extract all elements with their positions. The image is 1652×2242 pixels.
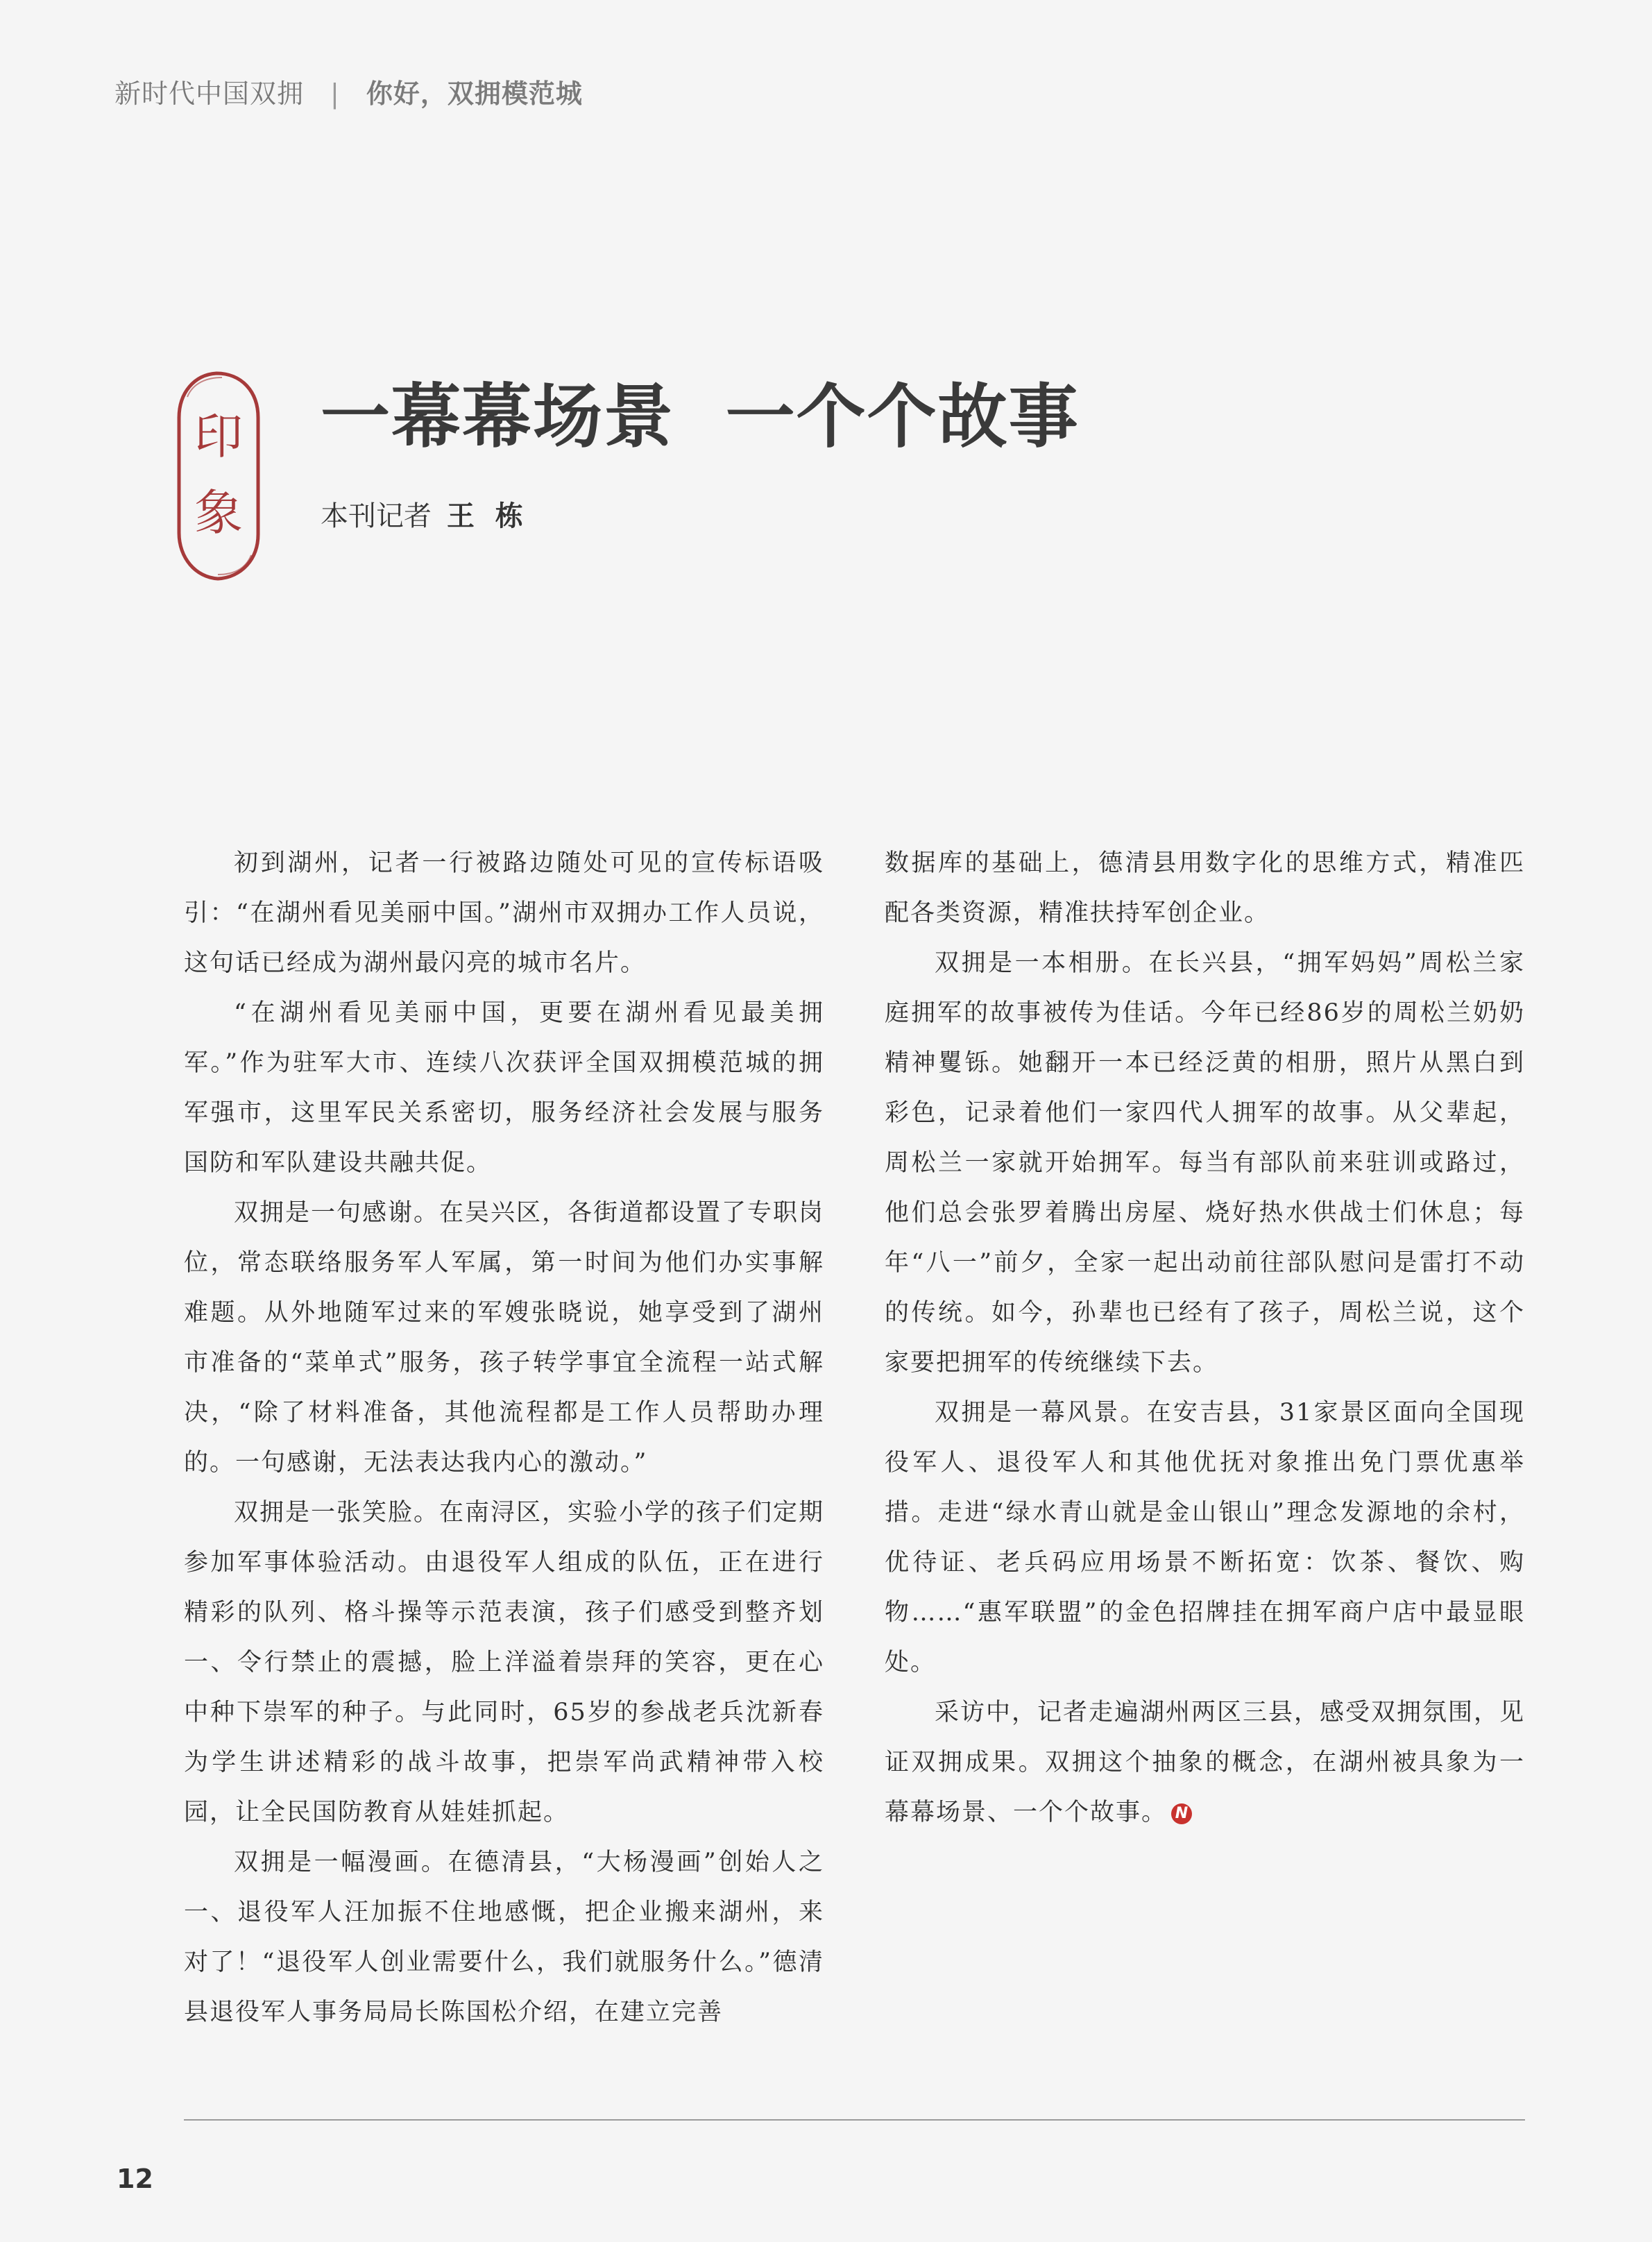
byline-label: 本刊记者 (321, 500, 432, 532)
byline-name: 王 栋 (447, 500, 529, 532)
paragraph: 双拥是一句感谢。在吴兴区，各街道都设置了专职岗位，常态联络服务军人军属，第一时间为他们办实事解难题。从外地随军过来的军嫂张晓说，她享受到了湖州市准备的“菜单式”服务，孩子转学事宜全流程一站式解决，“除了材料准备，其他流程都是工作人员帮助办理的。一句感谢，无法表达我内心的激动。” (184, 1199, 825, 1477)
paragraph: 双拥是一张笑脸。在南浔区，实验小学的孩子们定期参加军事体验活动。由退役军人组成的队伍，正在进行精彩的队列、格斗操等示范表演，孩子们感受到整齐划一、令行禁止的震撼，脸上洋溢着崇拜的笑容，更在心中种下崇军的种子。与此同时，65岁的参战老兵沈新春为学生讲述精彩的战斗故事，把崇军尚武精神带入校园，让全民国防教育从娃娃抓起。 (184, 1499, 825, 1826)
seal-border-icon (173, 369, 264, 583)
paragraph: 双拥是一幅漫画。在德清县，“大杨漫画”创始人之一、退役军人汪加振不住地感慨，把企业搬来湖州，来对了！“退役军人创业需要什么，我们就服务什么。”德清县退役军人事务局局长陈国松介绍，在建立完善 (184, 1849, 824, 2026)
paragraph-continued: 数据库的基础上，德清县用数字化的思维方式，精准匹配各类资源，精准扶持军创企业。 (885, 849, 1525, 927)
header-section: 新时代中国双拥 (114, 78, 305, 109)
paragraph: 双拥是一幕风景。在安吉县，31家景区面向全国现役军人、退役军人和其他优抚对象推出免门票优惠举措。走进“绿水青山就是金山银山”理念发源地的余村，优待证、老兵码应用场景不断拓宽：饮茶、餐饮、购物……“惠军联盟”的金色招牌挂在拥军商户店中最显眼处。 (885, 1399, 1525, 1676)
impression-seal (173, 369, 264, 583)
paragraph: 双拥是一本相册。在长兴县，“拥军妈妈”周松兰家庭拥军的故事被传为佳话。今年已经86岁的周松兰奶奶精神矍铄。她翻开一本已经泛黄的相册，照片从黑白到彩色，记录着他们一家四代人拥军的故事。从父辈起，周松兰一家就开始拥军。每当有部队前来驻训或路过，他们总会张罗着腾出房屋、烧好热水供战士们休息；每年“八一”前夕，全家一起出动前往部队慰问是雷打不动的传统。如今，孙辈也已经有了孩子，周松兰说，这个家要把拥军的传统继续下去。 (885, 949, 1525, 1377)
closing-text: 采访中，记者走遍湖州两区三县，感受双拥氛围，见证双拥成果。双拥这个抽象的概念，在湖州被具象为一幕幕场景、一个个故事。 (885, 1699, 1526, 1826)
header-separator: | (330, 78, 340, 109)
paragraph: 初到湖州，记者一行被路边随处可见的宣传标语吸引：“在湖州看见美丽中国。”湖州市双拥办工作人员说，这句话已经成为湖州最闪亮的城市名片。 (184, 849, 824, 977)
header-subtitle: 你好，双拥模范城 (366, 78, 583, 109)
seal-char-2: 象 (194, 484, 243, 541)
body-column-right (885, 838, 1525, 1837)
footer-divider (184, 2119, 1525, 2121)
running-header (114, 72, 583, 110)
article-title: 一幕幕场景 一个个故事 (321, 375, 1080, 457)
end-mark-icon: N (1171, 1803, 1192, 1824)
seal-char-1: 印 (194, 408, 243, 465)
page-number: 12 (117, 2164, 153, 2194)
paragraph: “在湖州看见美丽中国，更要在湖州看见最美拥军。”作为驻军大市、连续八次获评全国双拥模范城的拥军强市，这里军民关系密切，服务经济社会发展与服务国防和军队建设共融共促。 (184, 999, 824, 1177)
byline (321, 494, 529, 534)
body-column-left (184, 838, 824, 2037)
closing-paragraph (885, 1688, 1525, 1837)
